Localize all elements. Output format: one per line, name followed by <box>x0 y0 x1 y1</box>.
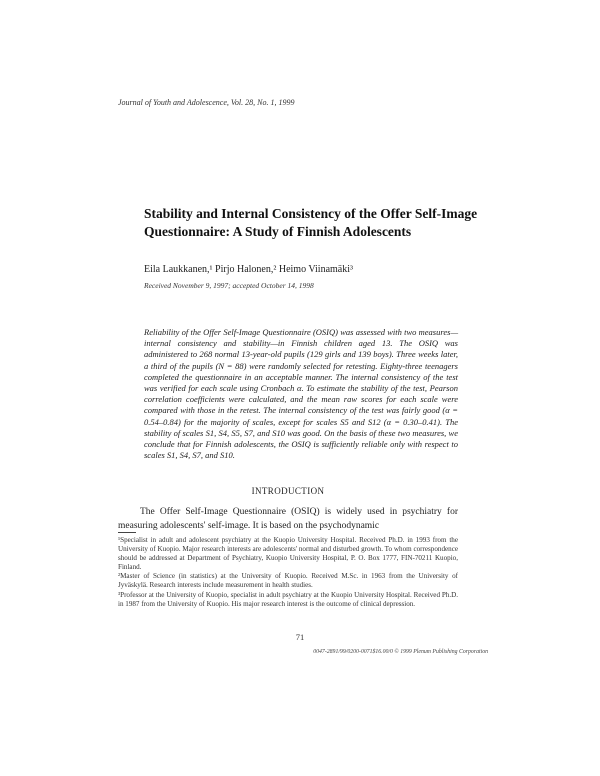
article-authors: Eila Laukkanen,¹ Pirjo Halonen,² Heimo Viinamäki³ <box>144 264 353 275</box>
article-title: Stability and Internal Consistency of the Offer Self-Image Questionnaire: A Study of Finnish Adolescents <box>144 206 478 239</box>
section-heading-introduction: INTRODUCTION <box>251 486 325 496</box>
abstract: Reliability of the Offer Self-Image Questionnaire (OSIQ) was assessed with two measures—internal consistency and stability—in Finnish children aged 13. The OSIQ was administered to 268 normal 13-year-old pupils (129 girls and 139 boys). Three weeks later, a third of the pupils (N = 88) were randomly selected for retesting. Eighty-three teenagers completed the questionnaire in an acceptable manner. The internal consistency of the test was verified for each scale using Cronbach α. To estimate the stability of the test, Pearson correlation coefficients were calculated, and the mean raw scores for each scale were compared with those in the retest. The internal consistency of the test was fairly good (α = 0.54–0.84) for the majority of scales, except for scales S5 and S12 (α = 0.30–0.41). The stability of scales S1, S4, S5, S7, and S10 was good. On the basis of these two measures, we conclude that for Finnish adolescents, the OSIQ is sufficiently reliable only with respect to scales S1, S4, S7, and S10. <box>144 327 458 461</box>
copyright-line: 0047-2891/99/0200-0071$16.00/0 © 1999 Plenum Publishing Corporation <box>313 649 488 655</box>
journal-citation: Journal of Youth and Adolescence, Vol. 28, No. 1, 1999 <box>118 98 295 107</box>
page-number: 71 <box>295 632 305 642</box>
introduction-paragraph: The Offer Self-Image Questionnaire (OSIQ) is widely used in psychiatry for measuring adolescents' self-image. It is based on the psychodynamic <box>118 507 458 531</box>
footnote-3: ³Professor at the University of Kuopio, specialist in adult psychiatry at the Kuopio University Hospital. Received Ph.D. in 1987 from the University of Kuopio. His major research interest is the outcome of clinical depression. <box>118 590 458 608</box>
footnotes <box>118 536 458 609</box>
footnote-2: ²Master of Science (in statistics) at the University of Kuopio. Received M.Sc. in 1963 from the University of Jyväskylä. Research interests include measurement in health studies. <box>118 572 458 590</box>
received-accepted-dates: Received November 9, 1997; accepted October 14, 1998 <box>144 281 314 290</box>
footnote-1: ¹Specialist in adult and adolescent psychiatry at the Kuopio University Hospital. Received Ph.D. in 1993 from the University of Kuopio. Major research interests are adolescents' normal and disturbed growth. To whom correspondence should be addressed at Department of Psychiatry, Kuopio University Hospital, P. O. Box 1777, FIN-70211 Kuopio, Finland. <box>118 536 458 572</box>
footnote-divider <box>118 532 136 533</box>
